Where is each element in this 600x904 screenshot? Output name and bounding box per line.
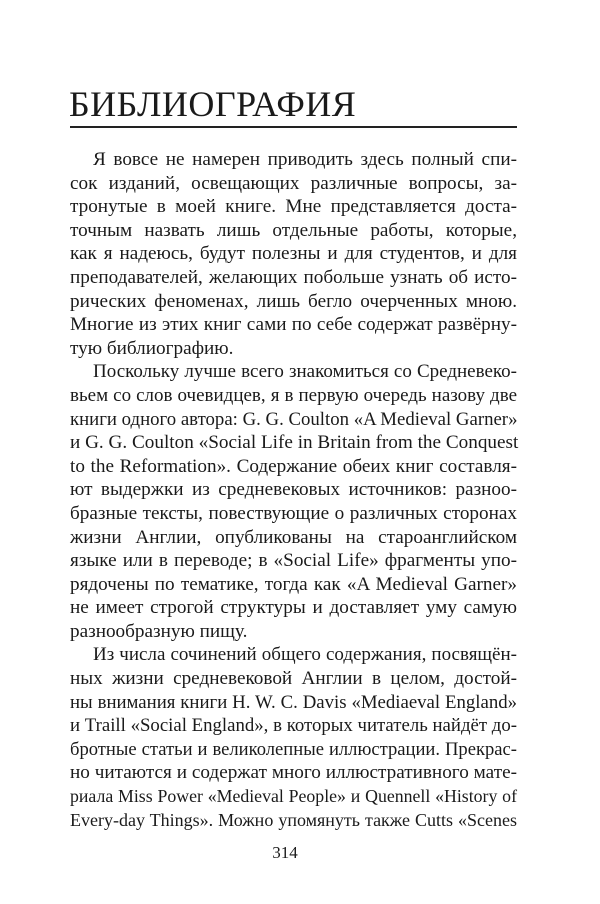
body-text <box>70 148 517 832</box>
text-line: точным назвать лишь отдельные работы, которые, <box>70 219 517 241</box>
text-line: ных жизни средневековой Англии в целом, достой- <box>70 668 517 690</box>
text-line: сок изданий, освещающих различные вопросы, за- <box>70 172 517 194</box>
text-line: вьем со слов очевидцев, я в первую очередь назову две <box>70 384 517 406</box>
text-line: Многие из этих книг сами по себе содержат развёрну- <box>70 314 517 336</box>
text-line: тую библиографию. <box>70 337 234 359</box>
title-rule <box>70 126 517 128</box>
text-line: Из числа сочинений общего содержания, посвящён- <box>93 644 517 666</box>
page-number: 314 <box>272 843 298 862</box>
text-line: ны внимания книги H. W. C. Davis «Mediaeval England» <box>70 691 517 713</box>
text-line: Every-day Things». Можно упомянуть также Cutts «Scenes <box>70 809 517 830</box>
text-line: бротные статьи и великолепные иллюстрации. Прекрас- <box>70 738 517 760</box>
text-line: но читаются и содержат много иллюстративного мате- <box>70 762 517 784</box>
text-line: Я вовсе не намерен приводить здесь полный спи- <box>93 149 517 170</box>
text-line: рических феноменах, лишь бегло очерченных мною. <box>70 290 517 312</box>
text-line: как я надеюсь, будут полезны и для студентов, и для <box>70 243 517 265</box>
text-line: не имеет строгой структуры и доставляет уму самую <box>70 597 517 619</box>
text-line: и Traill «Social England», в которых читатель найдёт до- <box>70 715 517 737</box>
text-line: разнообразную пищу. <box>70 620 248 642</box>
text-line: ют выдержки из средневековых источников: разноо- <box>70 479 517 501</box>
text-line: риала Miss Power «Medieval People» и Quennell «History of <box>70 786 517 807</box>
text-line: языке или в переводе; в «Social Life» фрагменты упо- <box>70 550 517 572</box>
text-line: рядочены по тематике, тогда как «A Medieval Garner» <box>70 573 517 595</box>
text-line: тронутые в моей книге. Мне представляется доста- <box>70 196 517 218</box>
text-line: и G. G. Coulton «Social Life in Britain from the Conquest <box>70 432 519 454</box>
text-line: книги одного автора: G. G. Coulton «A Medieval Garner» <box>70 408 518 430</box>
text-line: жизни Англии, опубликованы на староанглийском <box>70 526 517 548</box>
text-line: to the Reformation». Содержание обеих книг составля- <box>70 455 517 477</box>
text-line: преподавателей, желающих побольше узнать об исто- <box>70 266 517 288</box>
page-title: БИБЛИОГРАФИЯ <box>69 84 357 124</box>
text-line: Поскольку лучше всего знакомиться со Средневеко- <box>93 361 517 383</box>
text-line: бразные тексты, повествующие о различных сторонах <box>70 502 517 524</box>
